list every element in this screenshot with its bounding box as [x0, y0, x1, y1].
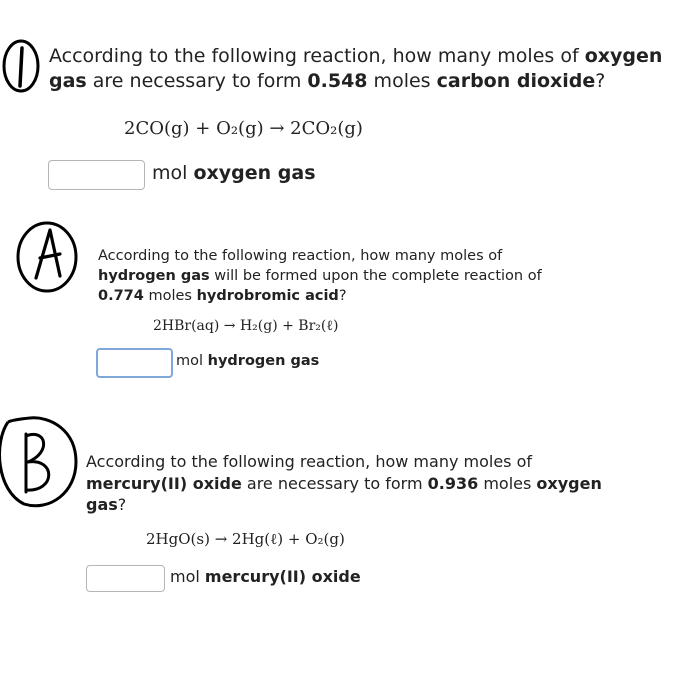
marker-b-label: B: [0, 412, 1, 413]
question-a-answer: [96, 348, 319, 378]
marker-a-label: A: [14, 214, 15, 215]
question-a-text: According to the following reaction, how many moles of hydrogen gas will be formed upon the complete reaction of 0.774 moles hydrobromic acid?: [98, 248, 542, 304]
question-1-answer: [48, 160, 316, 190]
question-1-input[interactable]: [48, 160, 145, 190]
question-a-unit: mol hydrogen gas: [176, 353, 320, 369]
question-a-input[interactable]: [96, 348, 173, 378]
question-1-equation: 2CO(g) + O₂(g) → 2CO₂(g): [124, 118, 363, 139]
marker-1-label: 1: [0, 36, 1, 37]
question-b-text: According to the following reaction, how many moles of mercury(II) oxide are necessary to form 0.936 moles oxygen gas?: [86, 452, 602, 515]
question-b-unit: mol mercury(II) oxide: [170, 567, 361, 586]
question-a-equation: 2HBr(aq) → H₂(g) + Br₂(ℓ): [153, 318, 339, 334]
hand-marker-1: [0, 36, 46, 96]
question-1-text: According to the following reaction, how many moles of oxygen gas are necessary to form 0.548 moles carbon dioxide?: [49, 45, 663, 92]
hand-marker-a: [14, 214, 84, 294]
question-1-unit: mol oxygen gas: [152, 162, 316, 184]
question-b-equation: 2HgO(s) → 2Hg(ℓ) + O₂(g): [146, 530, 345, 548]
question-b-answer: [86, 565, 361, 592]
question-b-input[interactable]: [86, 565, 165, 592]
hand-marker-b: [0, 412, 80, 512]
